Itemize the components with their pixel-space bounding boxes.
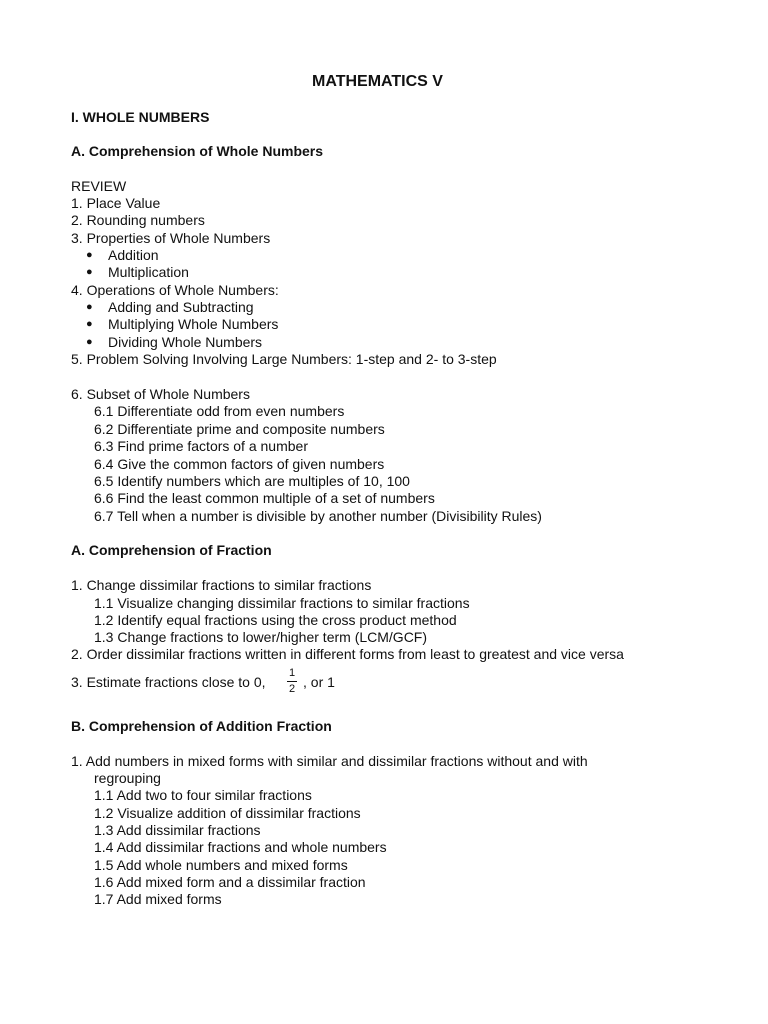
- list-item-place-value: 1. Place Value: [71, 195, 161, 211]
- fraction-bar: [287, 681, 297, 682]
- sub-item: 6.1 Differentiate odd from even numbers: [94, 403, 345, 419]
- list-item-order-fractions: 2. Order dissimilar fractions written in different forms from least to greatest and vice versa: [71, 646, 624, 662]
- section-heading-whole-numbers: I. WHOLE NUMBERS: [71, 109, 210, 125]
- sub-item: 1.6 Add mixed form and a dissimilar fraction: [94, 874, 366, 890]
- sub-item: 6.3 Find prime factors of a number: [94, 438, 308, 454]
- bullet-item-addition: Addition: [108, 247, 159, 263]
- fraction-denominator: 2: [288, 683, 296, 695]
- bullet-icon: ●: [86, 336, 93, 348]
- list-item-estimate-prefix: 3. Estimate fractions close to 0,: [71, 674, 266, 690]
- bullet-icon: ●: [86, 301, 93, 313]
- fraction-numerator: 1: [288, 667, 296, 679]
- list-item-estimate-suffix: , or 1: [303, 674, 335, 690]
- sub-item: 1.4 Add dissimilar fractions and whole numbers: [94, 839, 387, 855]
- bullet-item-adding-subtracting: Adding and Subtracting: [108, 299, 254, 315]
- subsection-heading-whole-numbers: A. Comprehension of Whole Numbers: [71, 143, 324, 159]
- bullet-icon: ●: [86, 266, 93, 278]
- sub-item: 1.3 Add dissimilar fractions: [94, 822, 261, 838]
- bullet-item-dividing: Dividing Whole Numbers: [108, 334, 263, 350]
- subsection-heading-addition-fraction: B. Comprehension of Addition Fraction: [71, 718, 332, 734]
- bullet-item-multiplying: Multiplying Whole Numbers: [108, 316, 279, 332]
- sub-item: 1.3 Change fractions to lower/higher term (LCM/GCF): [94, 629, 428, 645]
- sub-item: 6.6 Find the least common multiple of a set of numbers: [94, 490, 435, 506]
- subsection-heading-fraction: A. Comprehension of Fraction: [71, 542, 272, 558]
- list-item-problem-solving: 5. Problem Solving Involving Large Numbers: 1-step and 2- to 3-step: [71, 351, 497, 367]
- list-item-change-fractions: 1. Change dissimilar fractions to similar fractions: [71, 577, 372, 593]
- sub-item: 1.1 Visualize changing dissimilar fractions to similar fractions: [94, 595, 470, 611]
- list-item-add-mixed: 1. Add numbers in mixed forms with similar and dissimilar fractions without and with: [71, 753, 588, 769]
- bullet-icon: ●: [86, 318, 93, 330]
- list-item-subset: 6. Subset of Whole Numbers: [71, 386, 250, 402]
- sub-item: 6.2 Differentiate prime and composite numbers: [94, 421, 385, 437]
- bullet-icon: ●: [86, 249, 93, 261]
- list-item-add-mixed-cont: regrouping: [94, 770, 161, 786]
- sub-item: 1.7 Add mixed forms: [94, 891, 222, 907]
- list-item-properties: 3. Properties of Whole Numbers: [71, 230, 271, 246]
- sub-item: 1.1 Add two to four similar fractions: [94, 787, 312, 803]
- sub-item: 1.2 Visualize addition of dissimilar fractions: [94, 805, 361, 821]
- list-item-operations: 4. Operations of Whole Numbers:: [71, 282, 279, 298]
- sub-item: 1.2 Identify equal fractions using the cross product method: [94, 612, 457, 628]
- page-title: MATHEMATICS V: [312, 73, 443, 90]
- sub-item: 6.7 Tell when a number is divisible by another number (Divisibility Rules): [94, 508, 542, 524]
- bullet-item-multiplication: Multiplication: [108, 264, 189, 280]
- sub-item: 6.5 Identify numbers which are multiples of 10, 100: [94, 473, 410, 489]
- sub-item: 6.4 Give the common factors of given numbers: [94, 456, 385, 472]
- sub-item: 1.5 Add whole numbers and mixed forms: [94, 857, 348, 873]
- review-label: REVIEW: [71, 178, 127, 194]
- list-item-rounding: 2. Rounding numbers: [71, 212, 205, 228]
